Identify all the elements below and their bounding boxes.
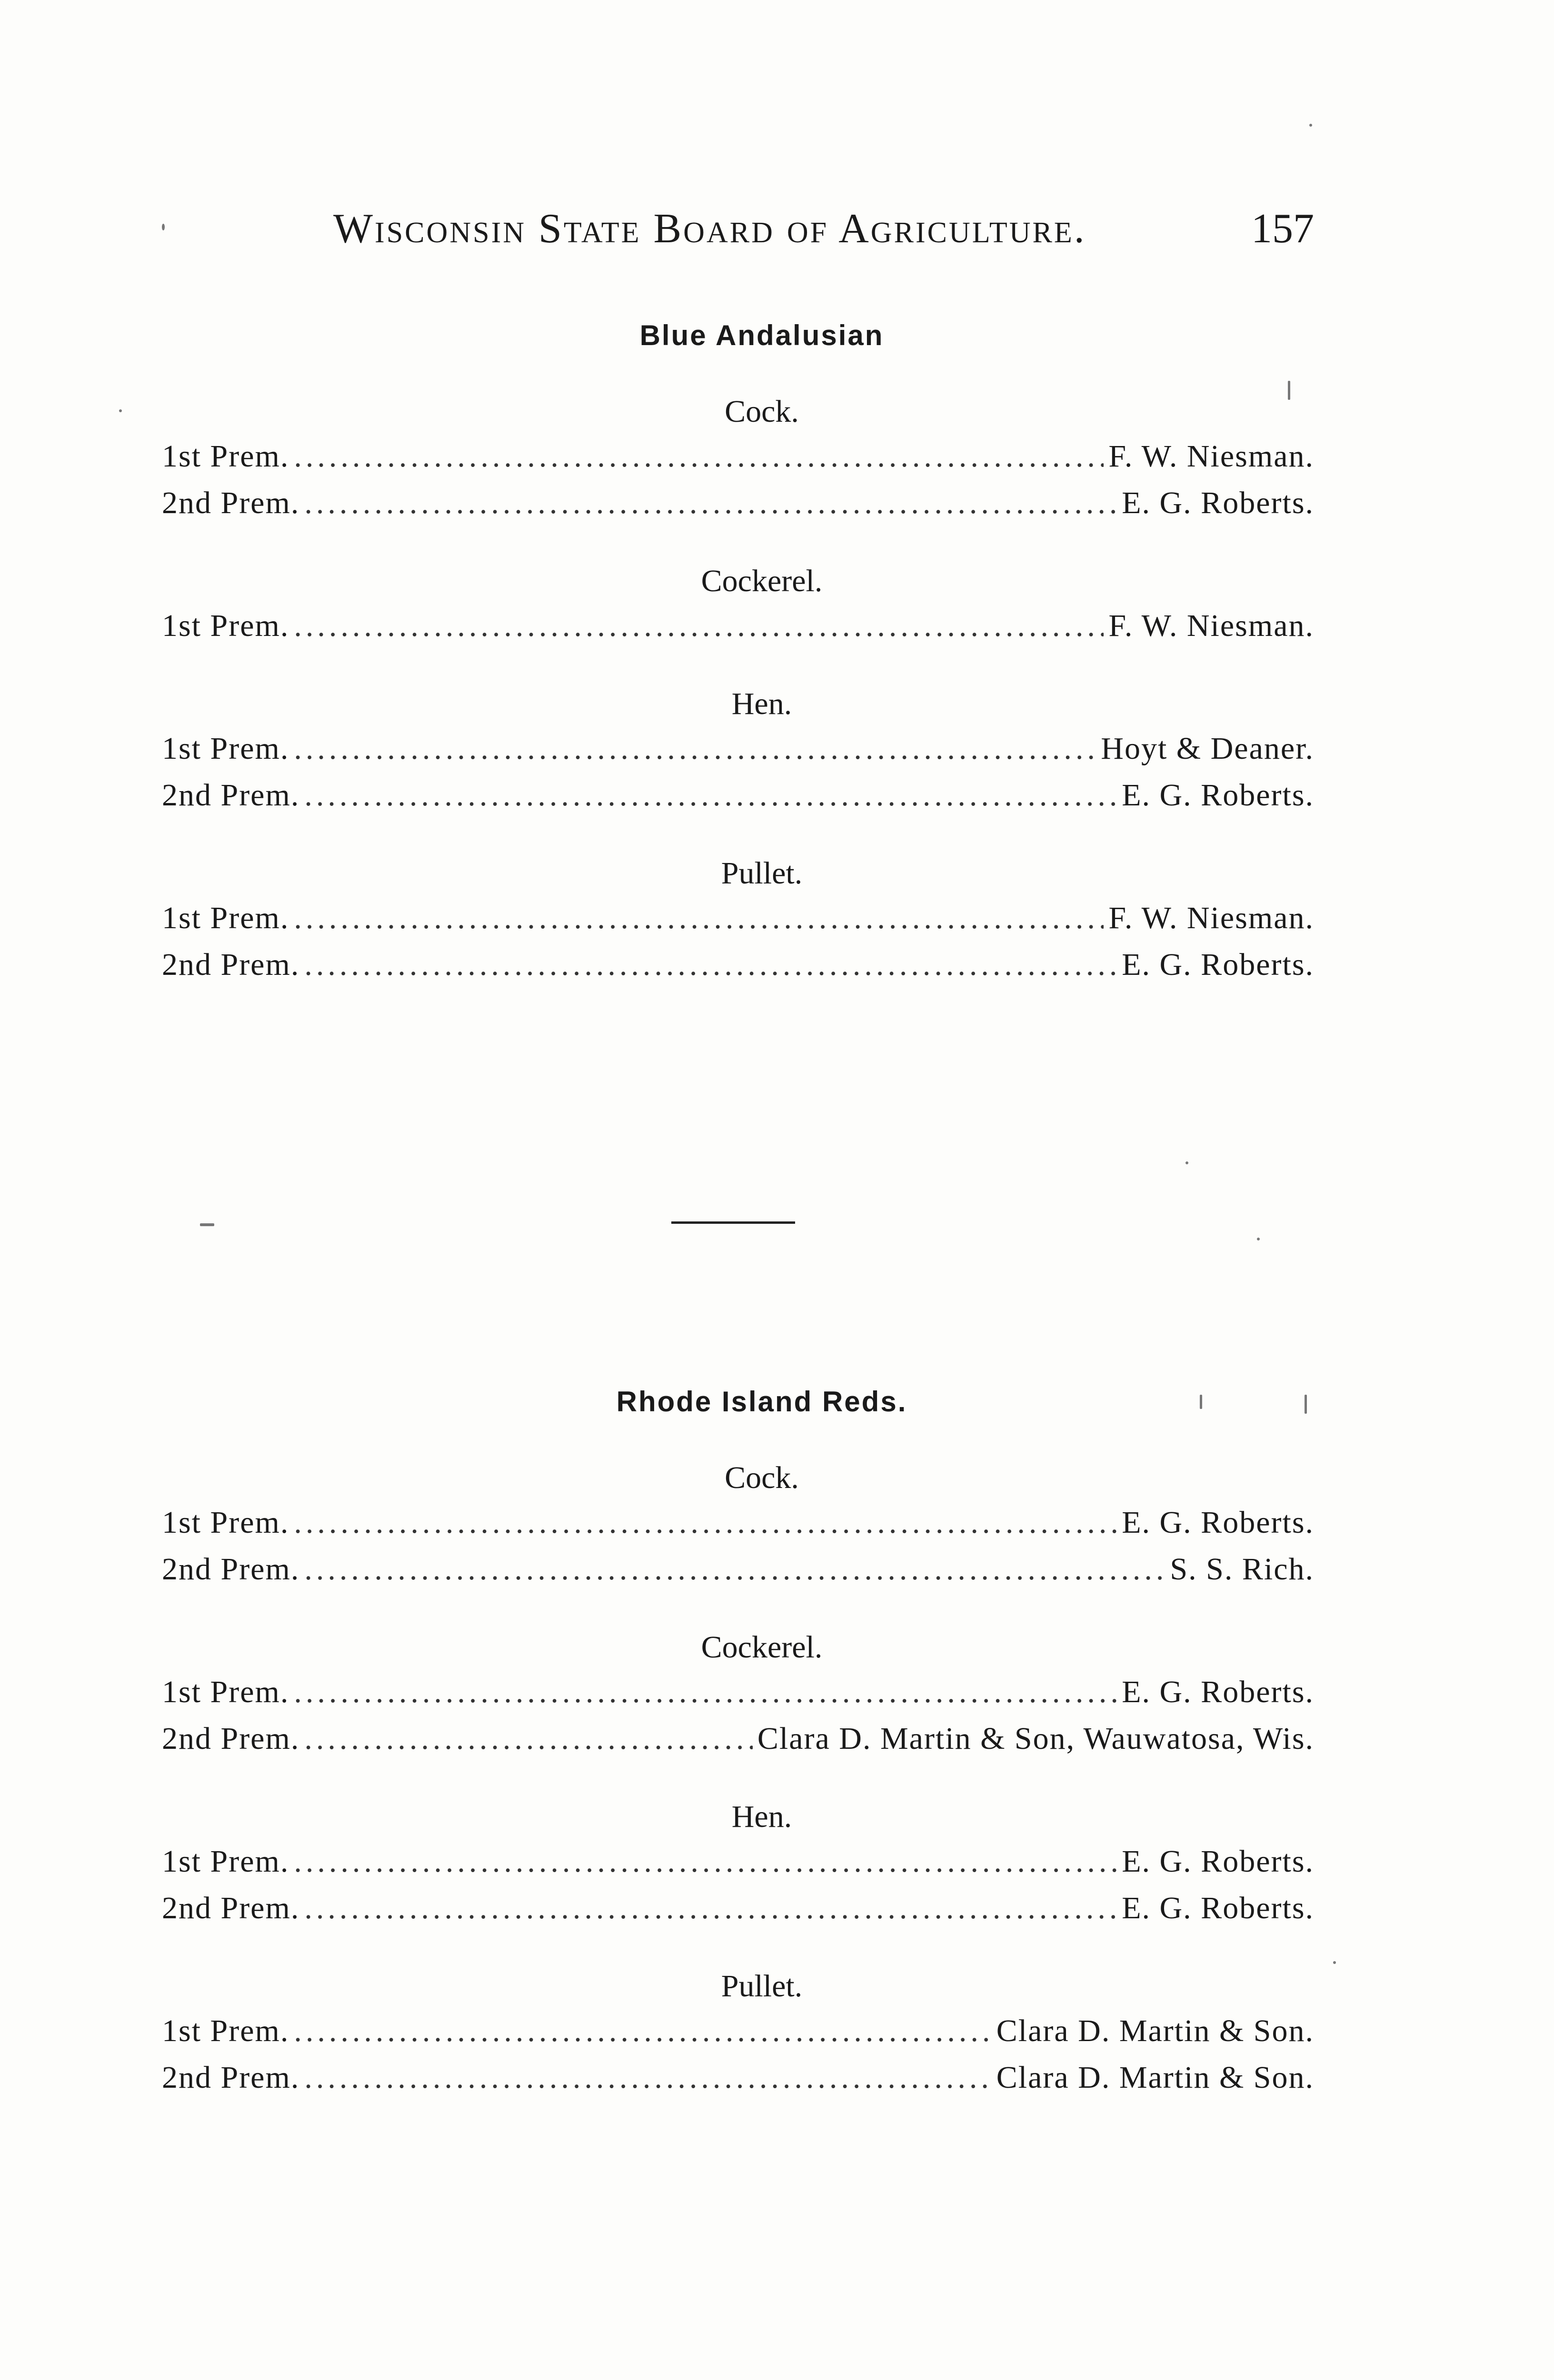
premium-entry bbox=[162, 1499, 1314, 1546]
winner-name: E. G. Roberts. bbox=[1122, 778, 1314, 813]
winner-name: F. W. Niesman. bbox=[1108, 901, 1314, 935]
premium-entry bbox=[162, 480, 1314, 526]
scan-speck bbox=[1288, 381, 1290, 400]
winner-name: E. G. Roberts. bbox=[1122, 1505, 1314, 1540]
premium-rank: 1st Prem. bbox=[162, 1675, 289, 1709]
dot-leader bbox=[294, 1499, 1117, 1546]
premium-rank: 1st Prem. bbox=[162, 1844, 289, 1879]
class-title: Cock. bbox=[725, 1460, 799, 1495]
premium-rank: 2nd Prem. bbox=[162, 947, 300, 982]
class-title: Cockerel. bbox=[701, 564, 823, 598]
class-block-pullet bbox=[162, 852, 1314, 988]
premium-entry bbox=[162, 2054, 1314, 2101]
premium-entry bbox=[162, 895, 1314, 942]
dot-leader bbox=[304, 942, 1117, 988]
premium-rank: 2nd Prem. bbox=[162, 486, 300, 520]
scan-speck bbox=[119, 409, 122, 412]
class-title: Hen. bbox=[731, 1799, 792, 1834]
winner-name: S. S. Rich. bbox=[1170, 1552, 1314, 1587]
dot-leader bbox=[304, 1716, 753, 1762]
class-block-cock bbox=[162, 390, 1314, 526]
page-number: 157 bbox=[1251, 206, 1314, 252]
class-title: Cock. bbox=[725, 394, 799, 429]
class-title: Cockerel. bbox=[701, 1630, 823, 1665]
dot-leader bbox=[294, 725, 1096, 772]
premium-entry bbox=[162, 1669, 1314, 1716]
class-block-cockerel bbox=[162, 560, 1314, 649]
scan-speck bbox=[162, 224, 165, 230]
premium-rank: 1st Prem. bbox=[162, 2013, 289, 2048]
premium-rank: 2nd Prem. bbox=[162, 1891, 300, 1925]
premium-entry bbox=[162, 2008, 1314, 2054]
dot-leader bbox=[294, 433, 1104, 480]
premium-entry bbox=[162, 1885, 1314, 1932]
dot-leader bbox=[294, 1669, 1117, 1716]
breed-title: Rhode Island Reds. bbox=[616, 1386, 907, 1418]
winner-name: E. G. Roberts. bbox=[1122, 1891, 1314, 1925]
winner-name: Clara D. Martin & Son, Wauwatosa, Wis. bbox=[757, 1721, 1314, 1756]
premium-rank: 1st Prem. bbox=[162, 439, 289, 474]
premium-entry bbox=[162, 1716, 1314, 1762]
section-divider-rule bbox=[671, 1221, 795, 1224]
dot-leader bbox=[304, 1546, 1165, 1593]
winner-name: Clara D. Martin & Son. bbox=[996, 2060, 1314, 2095]
premium-rank: 1st Prem. bbox=[162, 608, 289, 643]
class-block-cockerel bbox=[162, 1626, 1314, 1762]
running-title: Wisconsin State Board of Agriculture. bbox=[333, 206, 1086, 252]
scan-speck bbox=[1333, 1961, 1336, 1964]
winner-name: E. G. Roberts. bbox=[1122, 1844, 1314, 1879]
premium-entry bbox=[162, 772, 1314, 819]
premium-entry bbox=[162, 725, 1314, 772]
premium-rank: 1st Prem. bbox=[162, 1505, 289, 1540]
premium-rank: 1st Prem. bbox=[162, 731, 289, 766]
premium-entry bbox=[162, 942, 1314, 988]
dot-leader bbox=[294, 895, 1104, 942]
winner-name: E. G. Roberts. bbox=[1122, 947, 1314, 982]
running-head bbox=[162, 205, 1314, 262]
premium-entry bbox=[162, 1838, 1314, 1885]
scan-speck bbox=[200, 1223, 214, 1226]
breed-title: Blue Andalusian bbox=[639, 319, 884, 351]
class-title: Pullet. bbox=[721, 1969, 803, 2003]
dot-leader bbox=[304, 772, 1117, 819]
winner-name: E. G. Roberts. bbox=[1122, 1675, 1314, 1709]
winner-name: Clara D. Martin & Son. bbox=[996, 2013, 1314, 2048]
premium-rank: 2nd Prem. bbox=[162, 778, 300, 813]
class-block-hen bbox=[162, 1795, 1314, 1932]
winner-name: Hoyt & Deaner. bbox=[1101, 731, 1314, 766]
breed-section-blue-andalusian bbox=[162, 314, 1314, 988]
class-title: Pullet. bbox=[721, 856, 803, 891]
winner-name: F. W. Niesman. bbox=[1108, 608, 1314, 643]
scan-speck bbox=[1309, 124, 1312, 127]
dot-leader bbox=[294, 1838, 1117, 1885]
scan-speck bbox=[1200, 1395, 1202, 1409]
scan-speck bbox=[1305, 1395, 1307, 1414]
premium-entry bbox=[162, 433, 1314, 480]
class-block-cock bbox=[162, 1457, 1314, 1593]
premium-rank: 1st Prem. bbox=[162, 901, 289, 935]
dot-leader bbox=[294, 603, 1104, 649]
premium-rank: 2nd Prem. bbox=[162, 2060, 300, 2095]
premium-entry bbox=[162, 603, 1314, 649]
dot-leader bbox=[304, 1885, 1117, 1932]
class-block-hen bbox=[162, 683, 1314, 819]
scan-speck bbox=[1185, 1161, 1188, 1164]
dot-leader bbox=[304, 2054, 991, 2101]
scan-speck bbox=[1257, 1238, 1260, 1240]
premium-entry bbox=[162, 1546, 1314, 1593]
dot-leader bbox=[304, 480, 1117, 526]
breed-section-rhode-island-reds bbox=[162, 1380, 1314, 2101]
premium-rank: 2nd Prem. bbox=[162, 1552, 300, 1587]
winner-name: E. G. Roberts. bbox=[1122, 486, 1314, 520]
dot-leader bbox=[294, 2008, 991, 2054]
class-block-pullet bbox=[162, 1965, 1314, 2101]
class-title: Hen. bbox=[731, 686, 792, 721]
winner-name: F. W. Niesman. bbox=[1108, 439, 1314, 474]
premium-rank: 2nd Prem. bbox=[162, 1721, 300, 1756]
